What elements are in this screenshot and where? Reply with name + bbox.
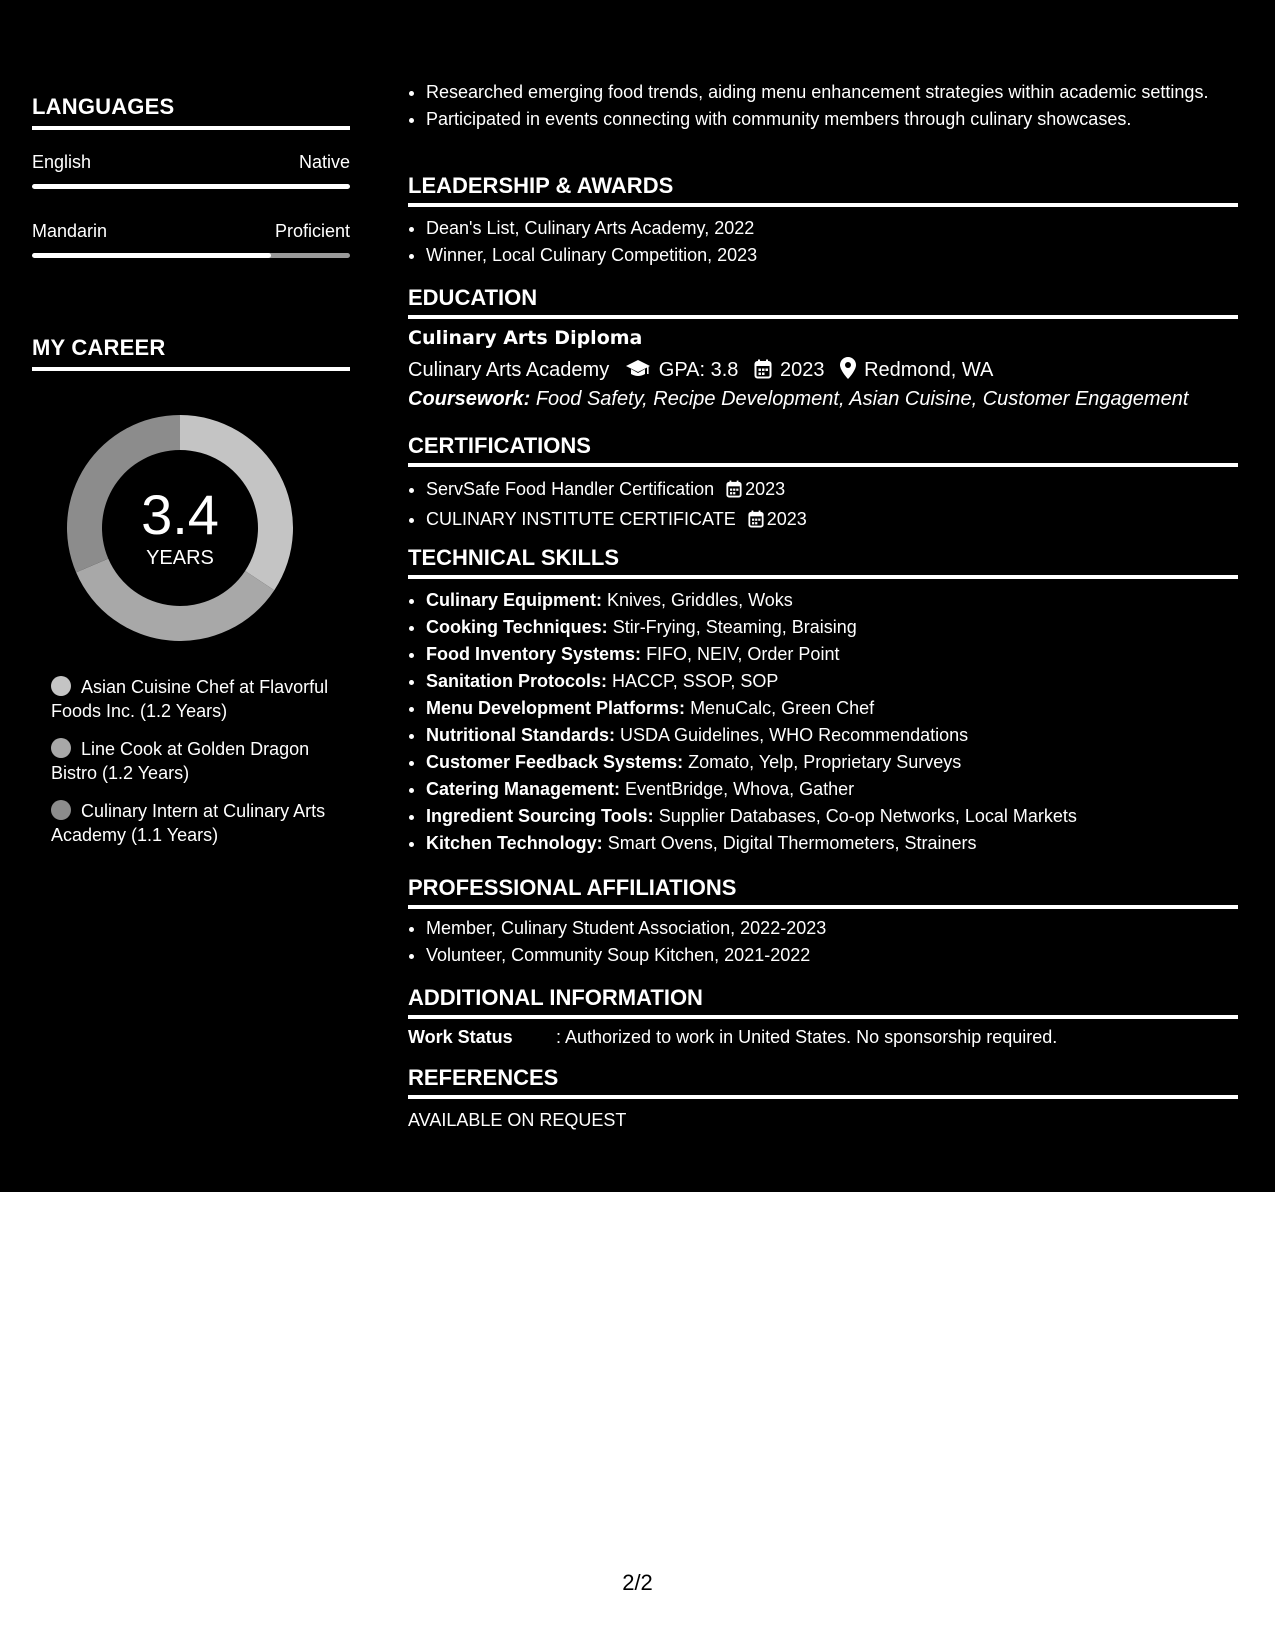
main-content (380, 0, 1275, 1192)
language-proficiency-bar (32, 184, 350, 189)
skill-category: Customer Feedback Systems: (426, 752, 684, 772)
language-proficiency-fill (32, 253, 271, 258)
education-heading: EDUCATION (408, 285, 1238, 319)
skill-category: Culinary Equipment: (426, 590, 603, 610)
list-item (426, 506, 1256, 536)
career-heading: MY CAREER (32, 335, 350, 371)
career-donut-center (67, 415, 293, 641)
career-legend-item (51, 799, 331, 847)
skill-values: EventBridge, Whova, Gather (625, 779, 855, 799)
additional-info-heading: ADDITIONAL INFORMATION (408, 985, 1238, 1019)
skill-category: Menu Development Platforms: (426, 698, 686, 718)
sidebar (0, 0, 380, 1192)
affiliations-list (408, 915, 1256, 969)
certification-year: 2023 (766, 509, 807, 529)
language-level: Proficient (274, 221, 350, 241)
graduation-cap-icon (625, 359, 651, 385)
legend-dot-icon (51, 800, 71, 820)
career-total-unit: YEARS (146, 546, 214, 569)
technical-skills-heading: TECHNICAL SKILLS (408, 545, 1238, 579)
list-item (426, 749, 1256, 776)
language-name: English (32, 152, 92, 172)
skill-category: Nutritional Standards: (426, 725, 616, 745)
graduation-year: 2023 (780, 359, 825, 381)
certifications-list (408, 476, 1256, 536)
list-item (426, 803, 1256, 830)
leadership-list (408, 215, 1256, 269)
list-item (426, 668, 1256, 695)
skill-category: Catering Management: (426, 779, 621, 799)
calendar-icon (754, 359, 772, 385)
list-item: • Participated in events connecting with community members through culinary showcases. (426, 107, 1256, 131)
legend-dot-icon (51, 738, 71, 758)
career-total-years: 3.4 (141, 482, 219, 546)
skill-values: USDA Guidelines, WHO Recommendations (620, 725, 969, 745)
work-status (408, 1027, 1238, 1048)
language-proficiency-fill (32, 184, 350, 189)
list-item: • Winner, Local Culinary Competition, 2023 (426, 242, 1256, 269)
leadership-heading: LEADERSHIP & AWARDS (408, 173, 1238, 207)
career-legend-label: Line Cook at Golden Dragon Bistro (1.2 Years) (51, 739, 310, 783)
language-proficiency-bar (32, 253, 350, 258)
skill-category: Ingredient Sourcing Tools: (426, 806, 654, 826)
work-status-value: : Authorized to work in United States. No sponsorship required. (556, 1027, 1058, 1047)
education-details (408, 357, 1238, 385)
degree-title: Culinary Arts Diploma (408, 327, 643, 349)
language-level: Native (298, 152, 350, 172)
experience-bullets (408, 80, 1256, 134)
list-item (426, 614, 1256, 641)
certification-name: CULINARY INSTITUTE CERTIFICATE (426, 509, 736, 529)
skill-values: Supplier Databases, Co-op Networks, Local Markets (658, 806, 1077, 826)
list-item (426, 641, 1256, 668)
coursework (408, 388, 1238, 411)
work-status-label: Work Status (408, 1027, 513, 1047)
skill-category: Cooking Techniques: (426, 617, 608, 637)
affiliations-heading: PROFESSIONAL AFFILIATIONS (408, 875, 1238, 909)
skill-values: FIFO, NEIV, Order Point (646, 644, 840, 664)
list-item (426, 476, 1256, 506)
certification-year: 2023 (745, 479, 786, 499)
list-item (426, 722, 1256, 749)
calendar-icon (726, 479, 742, 506)
list-item: • Member, Culinary Student Association, 2022-2023 (426, 915, 1256, 942)
career-legend-label: Asian Cuisine Chef at Flavorful Foods Inc. (1.2 Years) (51, 677, 329, 721)
skill-category: Food Inventory Systems: (426, 644, 642, 664)
skill-values: Zomato, Yelp, Proprietary Surveys (688, 752, 962, 772)
page-number: 2/2 (622, 1570, 653, 1595)
list-item (426, 830, 1256, 857)
school-name: Culinary Arts Academy (408, 359, 610, 381)
list-item: • Researched emerging food trends, aiding menu enhancement strategies within academic settings. (426, 80, 1256, 104)
legend-dot-icon (51, 676, 71, 696)
location-pin-icon (840, 357, 856, 385)
technical-skills-list (408, 587, 1256, 857)
career-donut-chart (67, 415, 293, 641)
skill-values: Stir-Frying, Steaming, Braising (612, 617, 857, 637)
skill-values: HACCP, SSOP, SOP (612, 671, 779, 691)
list-item (426, 587, 1256, 614)
coursework-list: Food Safety, Recipe Development, Asian Cuisine, Customer Engagement (535, 388, 1189, 410)
languages-heading: LANGUAGES (32, 94, 350, 130)
gpa: GPA: 3.8 (658, 359, 739, 381)
references-text: AVAILABLE ON REQUEST (408, 1110, 627, 1130)
language-name: Mandarin (32, 221, 108, 241)
career-legend-item (51, 737, 331, 785)
skill-category: Kitchen Technology: (426, 833, 603, 853)
list-item: • Dean's List, Culinary Arts Academy, 2022 (426, 215, 1256, 242)
career-legend-label: Culinary Intern at Culinary Arts Academy (1.1 Years) (51, 801, 326, 845)
certification-name: ServSafe Food Handler Certification (426, 479, 715, 499)
list-item (426, 776, 1256, 803)
skill-values: Knives, Griddles, Woks (607, 590, 793, 610)
calendar-icon (748, 509, 764, 536)
skill-category: Sanitation Protocols: (426, 671, 608, 691)
skill-values: Smart Ovens, Digital Thermometers, Strainers (607, 833, 977, 853)
references-heading: REFERENCES (408, 1065, 1238, 1099)
skill-values: MenuCalc, Green Chef (690, 698, 875, 718)
list-item: • Volunteer, Community Soup Kitchen, 2021-2022 (426, 942, 1256, 969)
career-legend-item (51, 675, 331, 723)
certifications-heading: CERTIFICATIONS (408, 433, 1238, 467)
language-row (32, 152, 350, 173)
school-location: Redmond, WA (864, 359, 994, 381)
language-row (32, 221, 350, 242)
list-item (426, 695, 1256, 722)
coursework-label: Coursework: (408, 388, 531, 410)
